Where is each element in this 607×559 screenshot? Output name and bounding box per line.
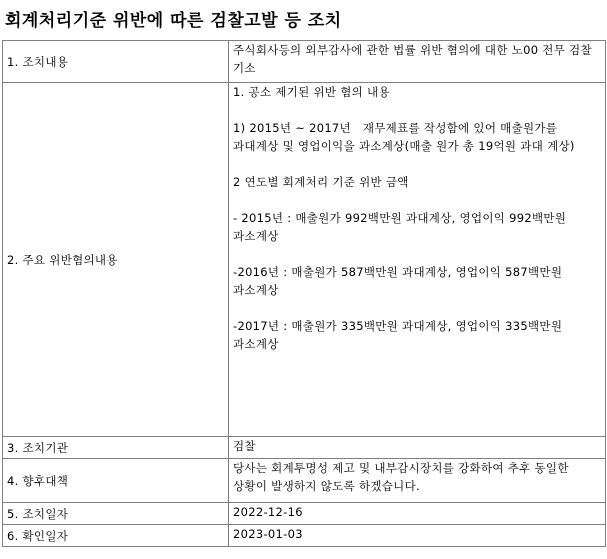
- violation-subheading: 2 연도별 회계처리 기준 위반 금액: [233, 175, 409, 189]
- row-label-action-date: 5. 조치일자: [3, 503, 229, 525]
- row-value-action-date: 2022-12-16: [229, 503, 606, 525]
- spacer: [233, 245, 605, 263]
- spacer: [233, 155, 605, 173]
- row-value-action-agency: 검찰: [229, 437, 606, 459]
- row-value-confirm-date: 2023-01-03: [229, 525, 606, 547]
- table-row: [3, 459, 606, 503]
- table-row: [3, 41, 606, 83]
- document-title: 회계처리기준 위반에 따른 검찰고발 등 조치: [5, 11, 342, 31]
- row-label-violation-content: 2. 주요 위반혐의내용: [3, 83, 229, 437]
- table-row: [3, 83, 606, 437]
- row-value-action-content: [229, 41, 606, 83]
- row-label-confirm-date: 6. 확인일자: [3, 525, 229, 547]
- row-label-action-agency: 3. 조치기관: [3, 437, 229, 459]
- table-row: [3, 503, 606, 525]
- violation-year-2017: -2017년 : 매출원가 335백만원 과대계상, 영업이익 335백만원 과소계상: [233, 319, 567, 351]
- table-row: [3, 525, 606, 547]
- violation-heading: 1. 공소 제기된 위반 혐의 내용: [233, 85, 390, 99]
- row-label-future-measures: 4. 향후대책: [3, 459, 229, 503]
- table-row: [3, 437, 606, 459]
- row-value-future-measures: [229, 459, 606, 503]
- violation-year-2016: -2016년 : 매출원가 587백만원 과대계상, 영업이익 587백만원 과소계상: [233, 265, 567, 297]
- violation-year-2015: - 2015년 : 매출원가 992백만원 과대계상, 영업이익 992백만원 과소계상: [233, 211, 571, 243]
- row-value-violation-content: [229, 83, 606, 437]
- row-label-action-content: 1. 조치내용: [3, 41, 229, 83]
- future-measures-text: 당사는 회계투명성 제고 및 내부감시장치를 강화하여 추후 동일한 상황이 발생하지 않도록 하겠습니다.: [233, 461, 573, 493]
- spacer: [233, 191, 605, 209]
- action-content-text: 주식회사등의 외부감사에 관한 법률 위반 혐의에 대한 노00 전무 검찰 기소: [233, 43, 596, 75]
- violation-item-1: 1) 2015년 ~ 2017년 재무제표를 작성함에 있어 매출원가를 과대계상 및 영업이익을 과소계상(매출 원가 총 19억원 과대 계상): [233, 121, 575, 153]
- spacer: [233, 101, 605, 119]
- disclosure-table: [2, 40, 606, 547]
- spacer: [233, 299, 605, 317]
